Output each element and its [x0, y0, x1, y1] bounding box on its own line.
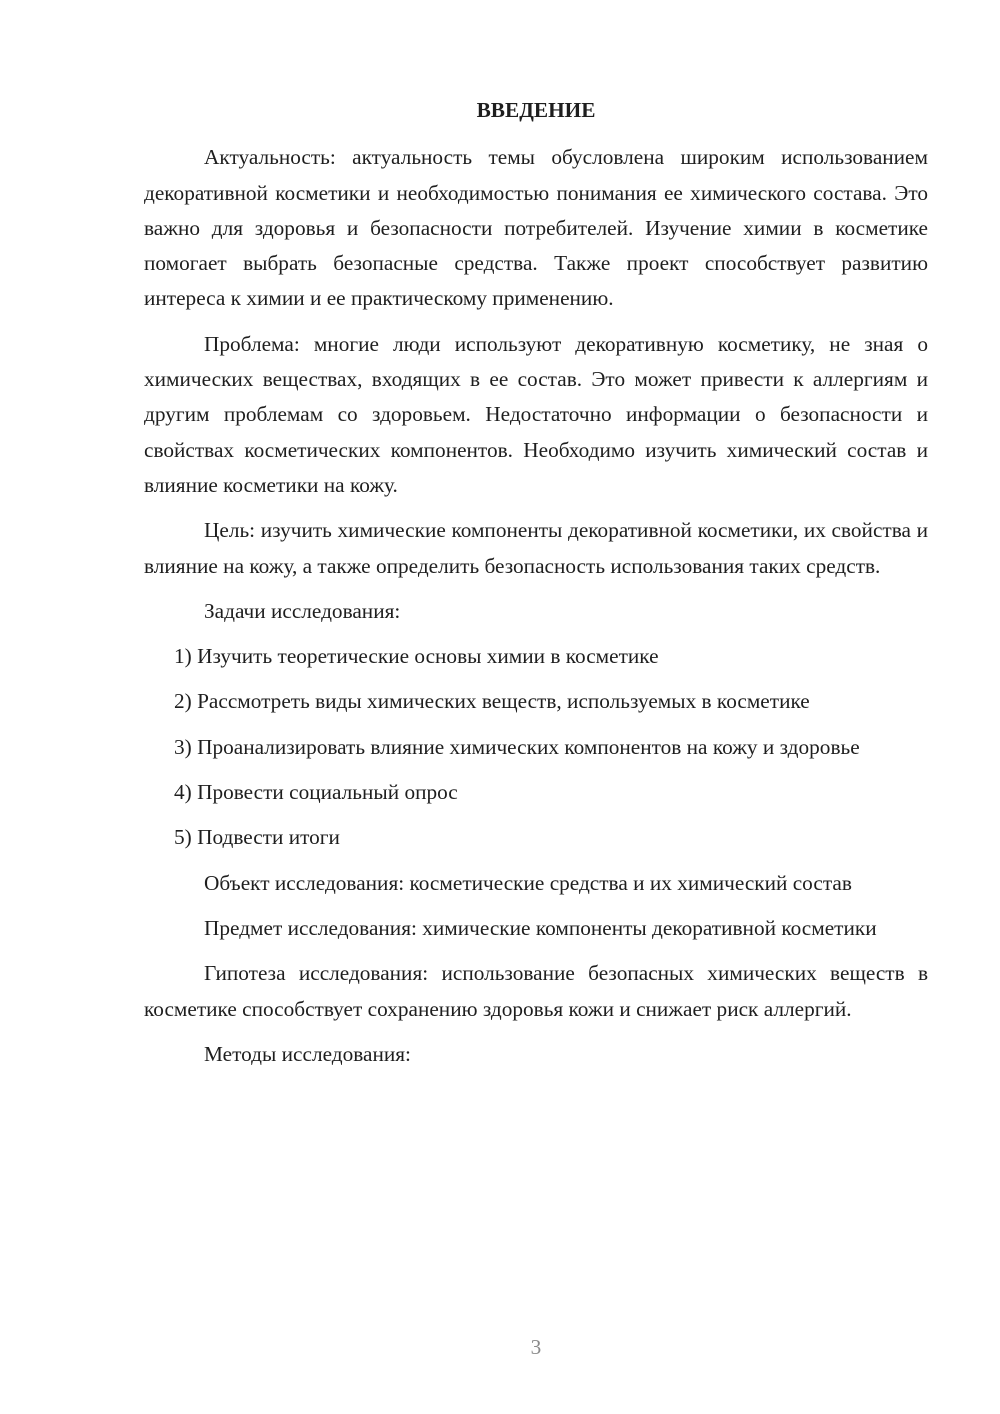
object-paragraph: Объект исследования: косметические средства и их химический состав — [204, 870, 852, 895]
list-item: 5) Подвести итоги — [174, 825, 340, 850]
subject-paragraph: Предмет исследования: химические компоненты декоративной косметики — [204, 915, 877, 940]
tasks-heading: Задачи исследования: — [204, 598, 401, 623]
list-item: 2) Рассмотреть виды химических веществ, используемых в косметике — [174, 689, 810, 714]
hypothesis-paragraph: Гипотеза исследования: использование безопасных химических веществ в косметике способствует сохранению здоровья кожи и снижает риск аллергий. — [144, 961, 928, 1021]
page-title: ВВЕДЕНИЕ — [476, 98, 596, 122]
page-number: 3 — [530, 1335, 542, 1359]
problem-paragraph: Проблема: многие люди используют декоративную косметику, не зная о химических веществах, входящих в ее состав. Это может привести к аллергиям и другим проблемам со здоровьем. Недостаточно информации о безопасности и свойствах косметических компонентов. Необходимо изучить химический состав и влияние косметики на кожу. — [144, 331, 928, 497]
list-item: 4) Провести социальный опрос — [174, 780, 458, 805]
list-item: 3) Проанализировать влияние химических компонентов на кожу и здоровье — [174, 734, 860, 759]
tasks-list — [144, 639, 928, 855]
goal-paragraph: Цель: изучить химические компоненты декоративной косметики, их свойства и влияние на кожу, а также определить безопасность использования таких средств. — [144, 518, 928, 578]
list-item: 1) Изучить теоретические основы химии в косметике — [174, 644, 659, 669]
relevance-paragraph: Актуальность: актуальность темы обусловлена широким использованием декоративной косметики и необходимостью понимания ее химического состава. Это важно для здоровья и безопасности потребителей. Изучение химии в косметике помогает выбрать безопасные средства. Также проект способствует развитию интереса к химии и ее практическому применению. — [144, 145, 928, 311]
methods-heading: Методы исследования: — [204, 1041, 411, 1066]
